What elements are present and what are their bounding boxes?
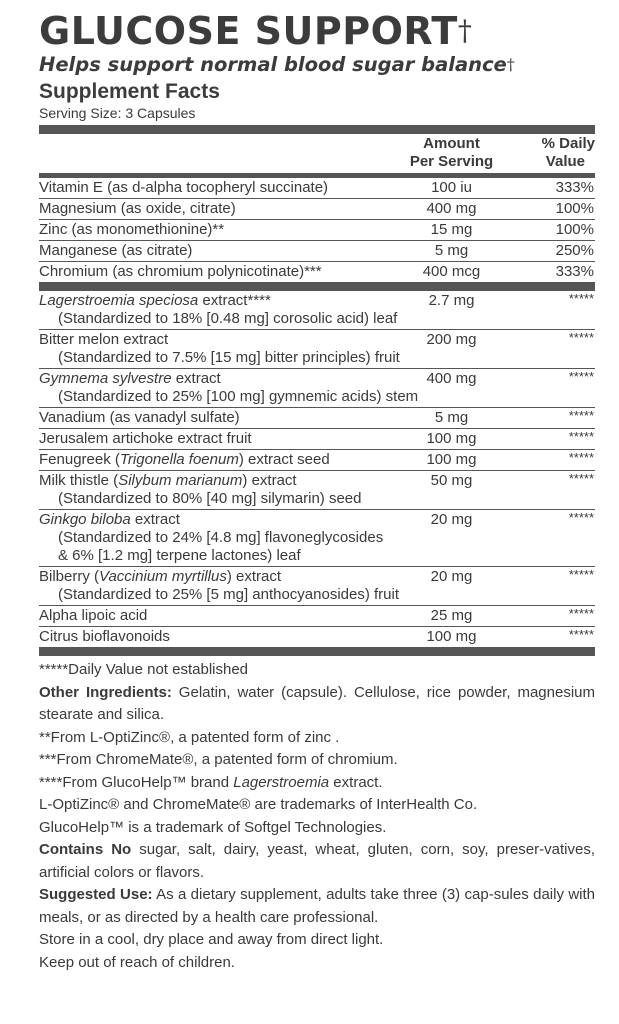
table-row [39, 262, 595, 283]
nutrient-dv: 250% [515, 241, 595, 262]
ingredient-name: Fenugreek (Trigonella foenum) extract seed [39, 450, 388, 471]
ingredient-name: Gymnema sylvestre extract (Standardized to 25% [100 mg] gymnemic acids) stem [39, 369, 388, 408]
title-dagger: † [457, 14, 473, 47]
table-row [39, 330, 595, 369]
ingredient-name: Milk thistle (Silybum marianum) extract (Standardized to 80% [40 mg] silymarin) seed [39, 471, 388, 510]
ingredient-detail: (Standardized to 18% [0.48 mg] corosolic acid) leaf [58, 310, 398, 327]
serving-size: Serving Size: 3 Capsules [39, 105, 196, 121]
ingredient-dv: ***** [515, 408, 595, 429]
nutrient-dv: 100% [515, 220, 595, 241]
other-ingredients: Other Ingredients: Gelatin, water (capsule). Cellulose, rice powder, magnesium stearate and silica. [39, 683, 596, 723]
table-row [39, 291, 595, 330]
ingredient-detail: (Standardized to 7.5% [15 mg] bitter principles) fruit [58, 349, 400, 366]
ingredient-amount: 2.7 mg [388, 291, 515, 330]
zinc-footnote: **From L-OptiZinc®, a patented form of zinc . [39, 728, 340, 746]
table-row [39, 241, 595, 262]
children-warning: Keep out of reach of children. [39, 953, 235, 971]
table-row [39, 199, 595, 220]
ingredient-dv: ***** [515, 567, 595, 606]
table-row [39, 450, 595, 471]
chromium-footnote: ***From ChromeMate®, a patented form of chromium. [39, 751, 398, 768]
dv-footnote: *****Daily Value not established [39, 661, 249, 678]
label-notes [39, 659, 595, 974]
trademark-note-1: L-OptiZinc® and ChromeMate® are trademarks of InterHealth Co. [39, 796, 478, 813]
ingredient-name: Vanadium (as vanadyl sulfate) [39, 408, 388, 429]
table-row [39, 220, 595, 241]
ingredient-dv: ***** [515, 450, 595, 471]
ingredient-amount: 100 mg [388, 450, 515, 471]
table-row [39, 471, 595, 510]
ingredient-detail: (Standardized to 80% [40 mg] silymarin) seed [58, 490, 362, 507]
ingredient-amount: 20 mg [388, 567, 515, 606]
nutrient-amount: 100 iu [388, 178, 515, 199]
nutrient-dv: 100% [515, 199, 595, 220]
ingredient-name: Citrus bioflavonoids [39, 628, 170, 645]
ingredient-amount: 50 mg [388, 471, 515, 510]
table-row [39, 606, 595, 627]
storage-note: Store in a cool, dry place and away from direct light. [39, 931, 384, 948]
ingredient-name: Lagerstroemia speciosa extract**** (Standardized to 18% [0.48 mg] corosolic acid) leaf [39, 291, 388, 330]
product-title-text: GLUCOSE SUPPORT [39, 9, 458, 53]
ingredient-dv: ***** [515, 471, 595, 510]
ingredient-amount: 5 mg [388, 408, 515, 429]
ingredient-amount: 25 mg [388, 606, 515, 627]
glucohelp-footnote: ****From GlucoHelp™ brand Lagerstroemia extract. [39, 773, 383, 791]
nutrient-amount: 15 mg [388, 220, 515, 241]
ingredient-dv: ***** [515, 369, 595, 408]
ingredient-detail: & 6% [1.2 mg] terpene lactones) leaf [58, 547, 301, 564]
herbs-table [39, 291, 595, 647]
table-row [39, 369, 595, 408]
table-row [39, 510, 595, 567]
ingredient-amount: 400 mg [388, 369, 515, 408]
ingredient-detail: (Standardized to 25% [5 mg] anthocyanosides) fruit [58, 586, 400, 603]
trademark-note-2: GlucoHelp™ is a trademark of Softgel Technologies. [39, 818, 387, 836]
nutrient-dv: 333% [515, 178, 595, 199]
nutrient-amount: 5 mg [388, 241, 515, 262]
ingredient-amount: 20 mg [388, 510, 515, 567]
nutrient-name: Manganese (as citrate) [39, 241, 388, 262]
ingredient-name: Ginkgo biloba extract (Standardized to 24% [4.8 mg] flavoneglycosides & 6% [1.2 mg] terpene lactones) leaf [39, 510, 388, 567]
contains-no: Contains No sugar, salt, dairy, yeast, wheat, gluten, corn, soy, preser-vatives, artificial colors or flavors. [39, 841, 595, 881]
nutrient-name: Chromium (as chromium polynicotinate)*** [39, 263, 322, 280]
nutrient-name: Magnesium (as oxide, citrate) [39, 199, 388, 220]
ingredient-dv: ***** [568, 627, 594, 642]
ingredient-amount: 100 mg [426, 628, 477, 645]
facts-table-header [39, 134, 595, 173]
suggested-use: Suggested Use: As a dietary supplement, adults take three (3) cap-sules daily with meals, or as directed by a health care professional. [39, 886, 595, 926]
nutrient-name: Zinc (as monomethionine)** [39, 220, 388, 241]
col-dv-header: % Daily Value [541, 135, 595, 170]
nutrient-amount: 400 mcg [422, 263, 481, 280]
ingredient-detail: (Standardized to 25% [100 mg] gymnemic acids) stem [58, 388, 419, 405]
vitamins-table [39, 178, 595, 282]
ingredient-amount: 100 mg [388, 429, 515, 450]
nutrient-name: Vitamin E (as d-alpha tocopheryl succinate) [39, 178, 388, 199]
ingredient-name: Alpha lipoic acid [39, 606, 388, 627]
ingredient-amount: 200 mg [388, 330, 515, 369]
ingredient-name: Bilberry (Vaccinium myrtillus) extract (Standardized to 25% [5 mg] anthocyanosides) fruit [39, 567, 388, 606]
section-divider [39, 282, 595, 291]
table-row [39, 429, 595, 450]
tagline-dagger: † [506, 55, 515, 74]
ingredient-dv: ***** [515, 291, 595, 330]
ingredient-dv: ***** [515, 606, 595, 627]
table-row [39, 178, 595, 199]
product-title [39, 10, 595, 52]
table-row [39, 567, 595, 606]
supplement-facts-title: Supplement Facts [39, 80, 220, 103]
top-divider [39, 125, 595, 134]
supplement-label [39, 0, 595, 974]
ingredient-dv: ***** [515, 429, 595, 450]
tagline [39, 52, 595, 78]
nutrient-dv: 333% [555, 263, 594, 280]
table-row [39, 408, 595, 429]
ingredient-detail: (Standardized to 24% [4.8 mg] flavoneglycosides [58, 529, 384, 546]
ingredient-name: Bitter melon extract (Standardized to 7.5% [15 mg] bitter principles) fruit [39, 330, 388, 369]
col-amount-header: Amount Per Serving [409, 135, 494, 170]
table-row [39, 627, 595, 648]
bottom-divider [39, 647, 595, 656]
nutrient-amount: 400 mg [388, 199, 515, 220]
ingredient-name: Jerusalem artichoke extract fruit [39, 429, 388, 450]
ingredient-dv: ***** [515, 330, 595, 369]
ingredient-dv: ***** [515, 510, 595, 567]
tagline-text: Helps support normal blood sugar balance [39, 53, 507, 76]
